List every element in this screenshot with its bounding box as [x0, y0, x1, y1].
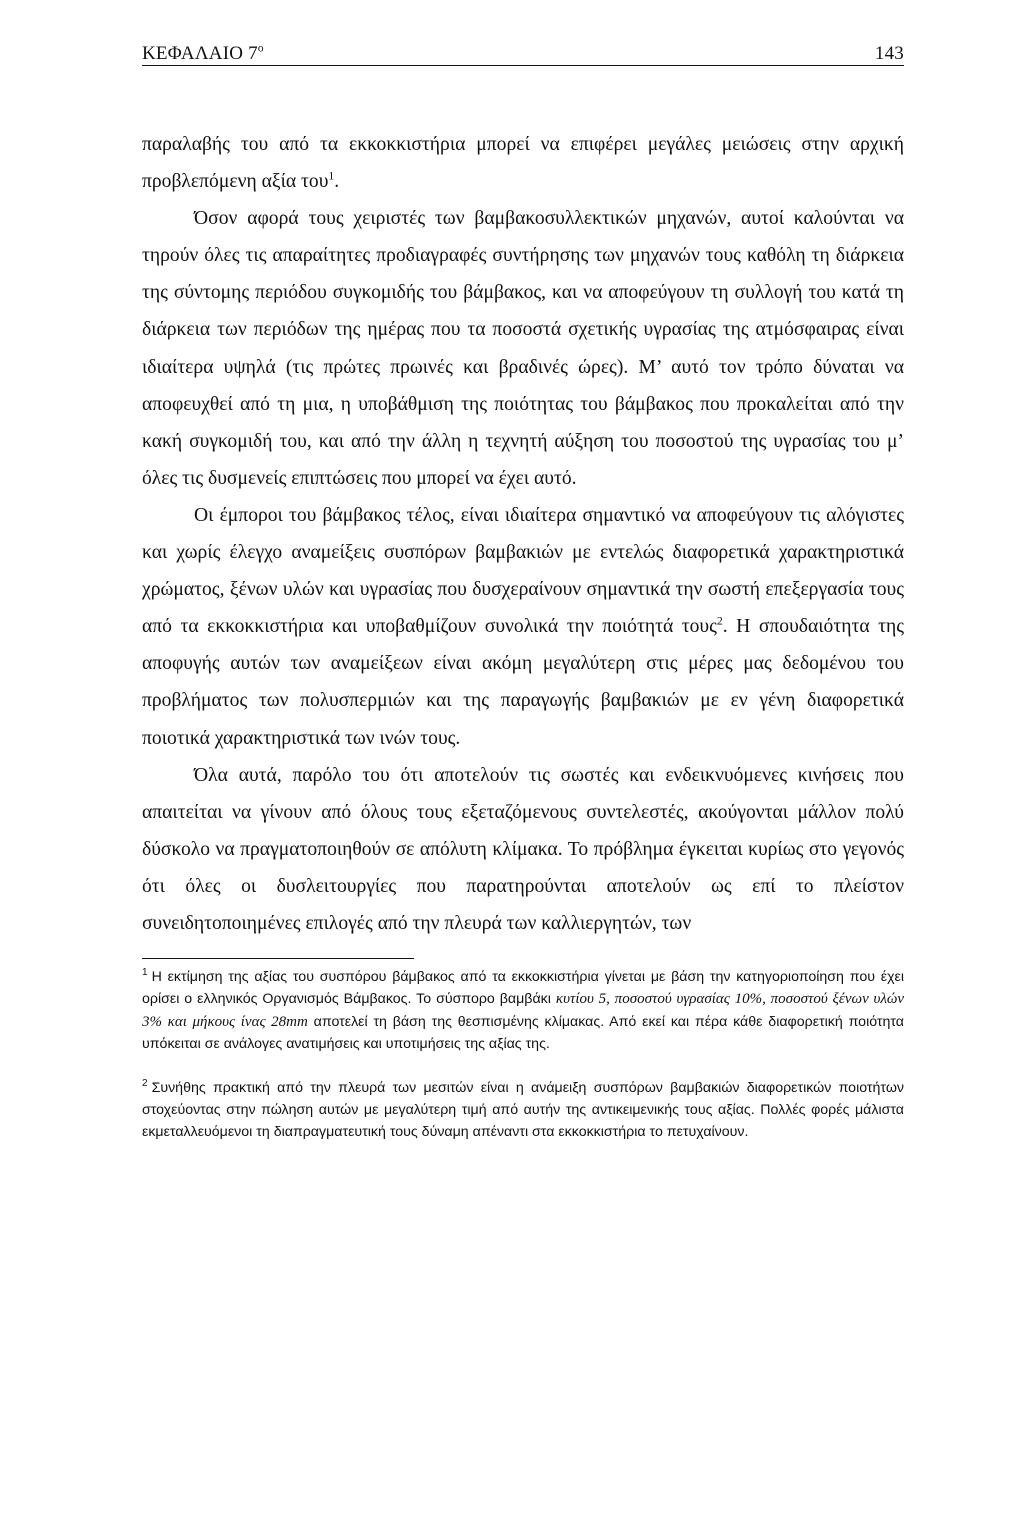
- footnote-2: $^2$ Συνήθης πρακτική από την πλευρά των μεσιτών είναι η ανάμειξη συσπόρων βαμβακιών διαφορετικών ποιοτήτων στοχεύοντας στην πώληση αυτών με μεγαλύτερη τιμή από αυτήν της αντικειμενικής τους αξίας. Πολλές φορές μάλιστα εκμεταλλευόμενοι τη διαπραγματευτική τους δύναμη απέναντι στα εκκοκκιστήρια το πετυχαίνουν.: [142, 1077, 904, 1141]
- paragraph-4: Όλα αυτά, παρόλο του ότι αποτελούν τις σωστές και ενδεικνυόμενες κινήσεις που απαιτείται να γίνουν από όλους τους εξεταζόμενους συντελεστές, ακούγονται μάλλον πολύ δύσκολο να πραγματοποιηθούν σε απόλυτη κλίμακα. Το πρόβλημα έγκειται κυρίως στο γεγονός ότι όλες οι δυσλειτουργίες που παρατηρούνται αποτελούν ως επί το πλείστον συνειδητοποιημένες επιλογές από την πλευρά των καλλιεργητών, των: [142, 764, 904, 934]
- chapter-ordinal: ο: [257, 42, 264, 55]
- footnote-1-italic: κυτίου 5, ποσοστού υγρασίας 10%, ποσοστού ξένων υλών 3% και μήκους ίνας 28mm: [142, 991, 905, 1030]
- chapter-title: ΚΕΦΑΛΑΙΟ $7^o$: [142, 42, 264, 64]
- footnote-separator: [142, 958, 414, 959]
- header-rule: [142, 65, 904, 66]
- footnote-1: $^1$ Η εκτίμηση της αξίας του συσπόρου βάμβακος από τα εκκοκκιστήρια γίνεται με βάση την κατηγοριοποίηση που έχει ορίσει ο ελληνικός Οργανισμός Βάμβακος. Το σύσπορο βαμβάκι κυτίου 5, ποσοστού υγρασίας 10%, ποσοστού ξένων υλών 3% και μήκους ίνας 28mm αποτελεί τη βάση της θεσπισμένης κλίμακας. Από εκεί και πέρα κάθε διαφορετική ποιότητα υπόκειται σε ανάλογες ανατιμήσεις και υποτιμήσεις της αξίας της.: [142, 967, 905, 1053]
- paragraph-3: Οι έμποροι του βάμβακος τέλος, είναι ιδιαίτερα σημαντικό να αποφεύγουν τις αλόγιστες και χωρίς έλεγχο αναμείξεις συσπόρων βαμβακιών με εντελώς διαφορετικά χαρακτηριστικά χρώματος, ξένων υλών και υγρασίας που δυσχεραίνουν σημαντικά την σωστή επεξεργασία τους από τα εκκοκκιστήρια και υποβαθμίζουν συνολικά την ποιότητά τους$^2$. Η σπουδαιότητα της αποφυγής αυτών των αναμείξεων είναι ακόμη μεγαλύτερη στις μέρες μας δεδομένου του προβλήματος των πολυσπερμιών και της παραγωγής βαμβακιών με εν γένη διαφορετικά ποιοτικά χαρακτηριστικά των ινών τους.: [142, 504, 904, 749]
- paragraph-1: παραλαβής του από τα εκκοκκιστήρια μπορεί να επιφέρει μεγάλες μειώσεις στην αρχική προβλεπόμενη αξία του$^1$.: [142, 134, 904, 193]
- running-header: [142, 42, 904, 66]
- footnote-2-mark: 2: [142, 1077, 148, 1089]
- footnote-ref-1[interactable]: 1: [328, 169, 335, 183]
- footnote-1-mark: 1: [142, 967, 148, 979]
- footnote-ref-2[interactable]: 2: [716, 614, 723, 628]
- paragraph-2: Όσον αφορά τους χειριστές των βαμβακοσυλλεκτικών μηχανών, αυτοί καλούνται να τηρούν όλες τις απαραίτητες προδιαγραφές συντήρησης των μηχανών τους καθόλη τη διάρκεια της σύντομης περιόδου συγκομιδής του βάμβακος, και να αποφεύγουν τη συλλογή του κατά τη διάρκεια των περιόδων της ημέρας που τα ποσοστά σχετικής υγρασίας της ατμόσφαιρας είναι ιδιαίτερα υψηλά (τις πρώτες πρωινές και βραδινές ώρες). Μ’ αυτό τον τρόπο δύναται να αποφευχθεί από τη μια, η υποβάθμιση της ποιότητας του βάμβακος που προκαλείται από την κακή συγκομιδή του, και από την άλλη η τεχνητή αύξηση του ποσοστού της υγρασίας του μ’ όλες τις δυσμενείς επιπτώσεις που μπορεί να έχει αυτό.: [142, 208, 904, 489]
- footnotes: [142, 966, 904, 1144]
- page-number: 143: [874, 43, 904, 64]
- body-text: [142, 126, 904, 942]
